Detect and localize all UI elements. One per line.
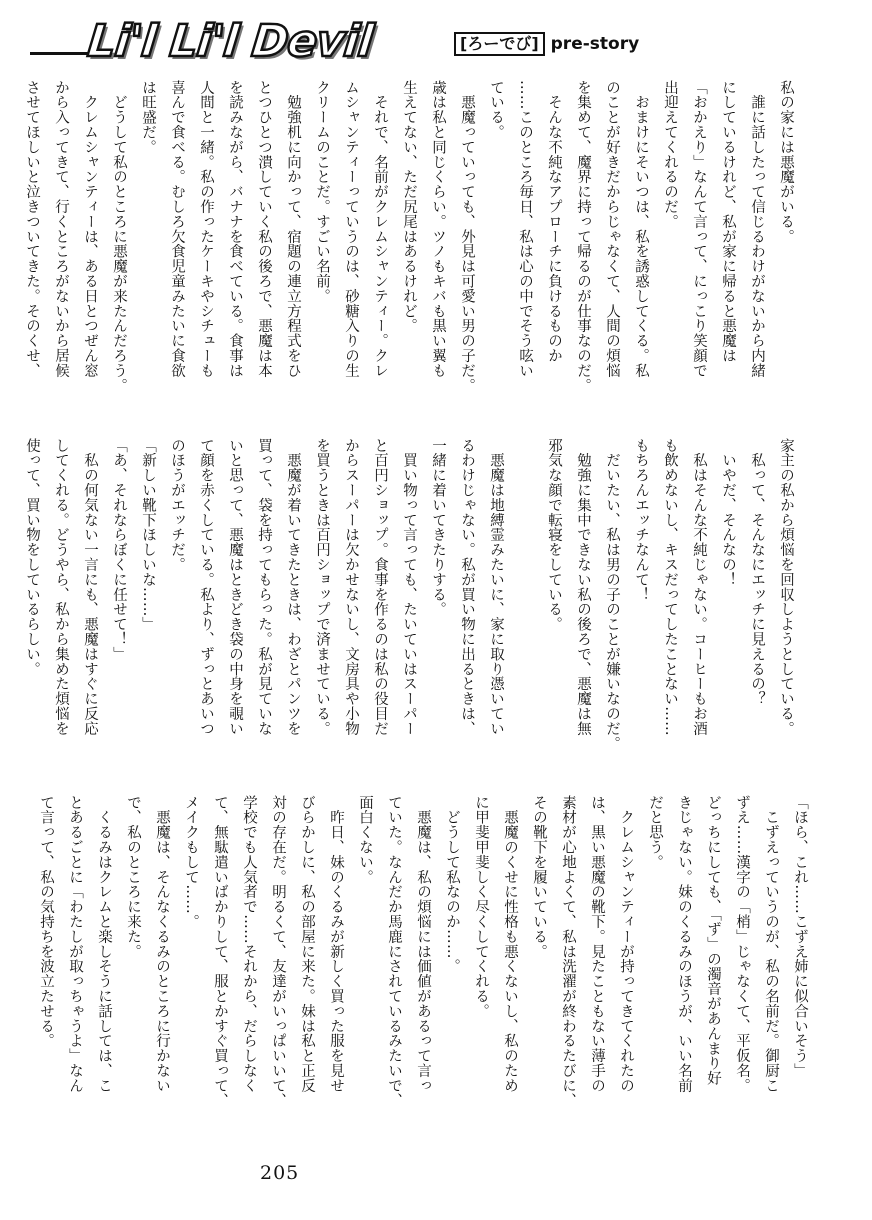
text-block-bottom: 「ほら、これ……こずえ姉に似合いそう」 こずえっていうのが、私の名前だ。御厨こ ずえ……漢字の「梢」じゃなくて、平仮名。 どっちにしても、「ず」の濁音があんまり好 きじゃない。妹のくるみのほうが、いい名前 だと思う。 クレムシャンティーが持ってきてくれたの は、黒い悪魔の靴下。見たこともない薄手の 素材が心地よくて、私は洗濯が終わるたびに、 その靴下を履いている。 悪魔のくせに性格も悪くないし、私のため に甲斐甲斐しく尽くしてくれる。 どうして私なのか……。 悪魔は、私の煩悩には価値があるって言っ ていた。なんだか馬鹿にされているみたいで、 面白くない。 昨日、妹のくるみが新しく買った服を見せ びらかしに、私の部屋に来た。妹は私と正反 対の存在だ。明るくて、友達がいっぱいいて、 学校でも人気者で……それから、だらしなく て、無駄遣いばかりして、服とかすぐ買って、 メイクもして……。 悪魔は、そんなくるみのところに行かない で、私のところに来た。 くるみはクレムと楽しそうに話しては、こ とあるごとに「わたしが取っちゃうよ」なん て言って、私の気持ちを波立たせる。 (38, 795, 808, 1108)
page-number: 205 (260, 1162, 300, 1184)
text-block-top: 私の家には悪魔がいる。 誰に話したって信じるわけがないから内緒 にしているけれど、私が家に帰ると悪魔は 「おかえり」なんて言って、にっこり笑顔で 出迎えてくれるのだ。 おまけにそいつは、私を誘惑してくる。私 のことが好きだからじゃなくて、人間の煩悩 を集めて、魔界に持って帰るのが仕事なのだ。 そんな不純なアプローチに負けるものか ……このところ毎日、私は心の中でそう呟い ている。 悪魔っていっても、外見は可愛い男の子だ。 歳は私と同じくらい。ツノもキバも黒い翼も 生えてない、ただ尻尾はあるけれど。 それで、名前がクレムシャンティー。クレ ムシャンティーっていうのは、砂糖入りの生 クリームのことだ。すごい名前。 勉強机に向かって、宿題の連立方程式をひ とつひとつ潰していく私の後ろで、悪魔は本 を読みながら、バナナを食べている。食事は 人間と一緒。私の作ったケーキやシチューも 喜んで食べる。むしろ欠食児童みたいに食欲 は旺盛だ。 どうして私のところに悪魔が来たんだろう。 クレムシャンティーは、ある日とつぜん窓 から入ってきて、行くところがないから居候 させてほしいと泣きついてきた。そのくせ、 (24, 80, 794, 393)
header (0, 0, 872, 70)
title-logo: Li'l Li'l Devil (85, 16, 375, 67)
subtitle-japanese: [ろーでび] (454, 32, 545, 56)
text-block-middle: 家主の私から煩悩を回収しようとしている。 私って、そんなにエッチに見えるの？ いやだ、そんなの！ 私はそんな不純じゃない。コーヒーもお酒 も飲めないし、キスだってしたことない…… もちろんエッチなんて！ だいたい、私は男の子のことが嫌いなのだ。 勉強に集中できない私の後ろで、悪魔は無 邪気な顔で転寝をしている。 悪魔は地縛霊みたいに、家に取り憑いてい るわけじゃない。私が買い物に出るときは、 一緒に着いてきたりする。 買い物って言っても、たいていはスーパー と百円ショップ。食事を作るのは私の役目だ からスーパーは欠かせないし、文房具や小物 を買うときは百円ショップで済ませている。 悪魔が着いてきたときは、わざとパンツを 買って、袋を持ってもらった。私が見ていな いと思って、悪魔はときどき袋の中身を覗い て顔を赤くしている。私より、ずっとあいつ のほうがエッチだ。 「新しい靴下ほしいな……」 「あ、それならぼくに任せて！」 私の何気ない一言にも、悪魔はすぐに反応 してくれる。どうやら、私から集めた煩悩を 使って、買い物をしているらしい。 (24, 438, 794, 751)
subtitle-english: pre-story (550, 34, 640, 54)
header-rule (30, 52, 92, 55)
subtitle (454, 32, 639, 56)
